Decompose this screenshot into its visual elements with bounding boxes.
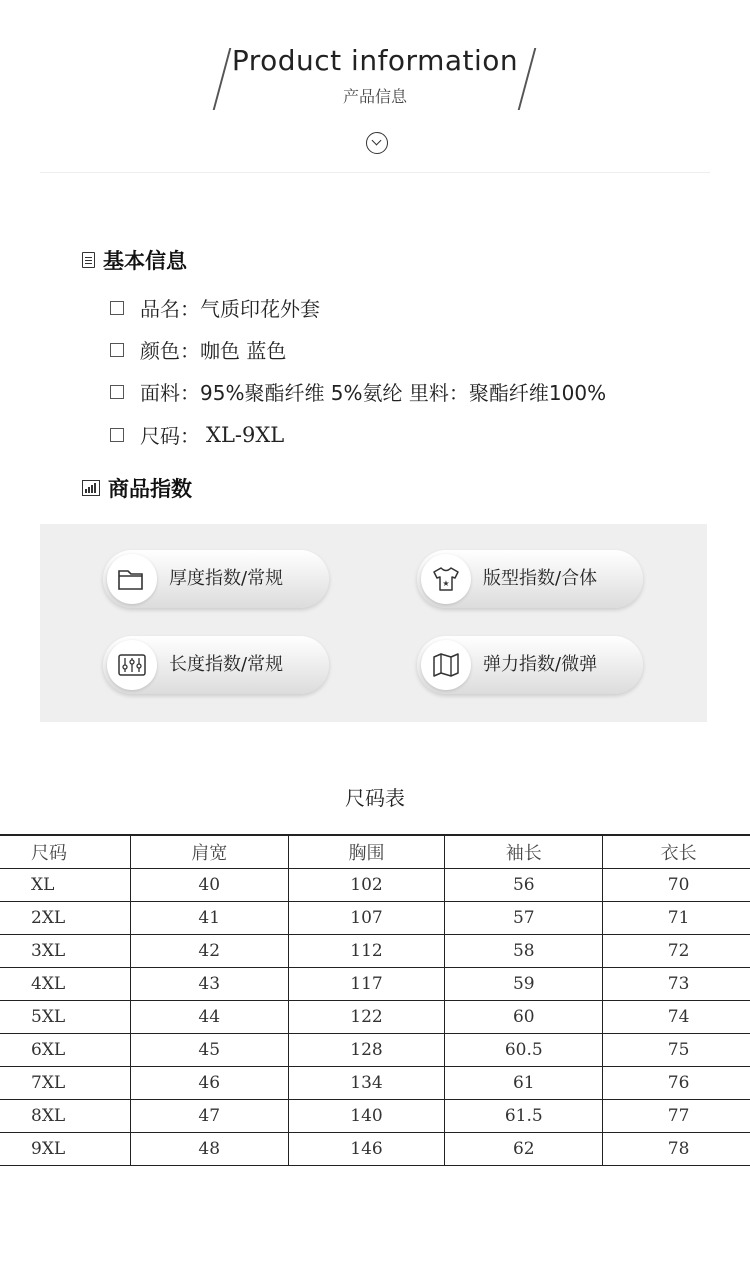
info-fabric-text: 面料：95%聚酯纤维 5%氨纶 里料：聚酯纤维100% <box>140 381 607 405</box>
table-row <box>0 1001 750 1034</box>
index-elasticity-label: 弹力指数/微弹 <box>483 654 598 675</box>
bullet-square-icon <box>110 301 124 315</box>
table-cell: 48 <box>130 1133 288 1166</box>
table-cell: 3XL <box>0 935 130 968</box>
table-cell: 62 <box>445 1133 603 1166</box>
header-title-en: Product information <box>231 44 519 77</box>
size-table-header-row <box>0 835 750 869</box>
table-cell: 40 <box>130 869 288 902</box>
index-length-label: 长度指数/常规 <box>169 654 284 675</box>
document-icon <box>82 252 95 268</box>
table-cell: 60.5 <box>445 1034 603 1067</box>
table-cell: 8XL <box>0 1100 130 1133</box>
product-index-panel <box>40 524 707 722</box>
table-cell: 102 <box>288 869 445 902</box>
header-title-cn: 产品信息 <box>342 87 407 106</box>
sliders-icon <box>107 640 157 690</box>
table-cell: 9XL <box>0 1133 130 1166</box>
info-line-size <box>110 420 284 449</box>
table-cell: 46 <box>130 1067 288 1100</box>
basic-info-heading <box>82 245 187 275</box>
table-cell: 56 <box>445 869 603 902</box>
table-cell: 128 <box>288 1034 445 1067</box>
table-cell: 58 <box>445 935 603 968</box>
bullet-square-icon <box>110 343 124 357</box>
table-cell: 60 <box>445 1001 603 1034</box>
table-row <box>0 935 750 968</box>
table-cell: 77 <box>603 1100 750 1133</box>
table-cell: 76 <box>603 1067 750 1100</box>
table-cell: 78 <box>603 1133 750 1166</box>
index-pill-length <box>103 636 329 694</box>
product-index-heading <box>82 473 192 503</box>
table-row <box>0 1034 750 1067</box>
table-row <box>0 1133 750 1166</box>
table-cell: 6XL <box>0 1034 130 1067</box>
info-name-text: 品名：气质印花外套 <box>140 297 320 321</box>
table-cell: 4XL <box>0 968 130 1001</box>
table-cell: 70 <box>603 869 750 902</box>
table-cell: 61 <box>445 1067 603 1100</box>
info-size-label: 尺码： <box>140 424 200 448</box>
info-color-text: 颜色：咖色 蓝色 <box>140 339 287 363</box>
info-line-name <box>110 293 320 322</box>
bar-chart-icon <box>82 480 100 496</box>
product-index-title: 商品指数 <box>108 477 192 501</box>
table-row <box>0 869 750 902</box>
map-icon <box>421 640 471 690</box>
table-cell: 134 <box>288 1067 445 1100</box>
svg-text:★: ★ <box>442 579 450 588</box>
table-cell: 2XL <box>0 902 130 935</box>
header-cell: 肩宽 <box>130 835 288 869</box>
table-row <box>0 1067 750 1100</box>
table-cell: 140 <box>288 1100 445 1133</box>
table-cell: 72 <box>603 935 750 968</box>
table-cell: 74 <box>603 1001 750 1034</box>
table-cell: 61.5 <box>445 1100 603 1133</box>
index-pill-thickness <box>103 550 329 608</box>
size-table <box>0 834 750 1166</box>
table-cell: 42 <box>130 935 288 968</box>
table-cell: 75 <box>603 1034 750 1067</box>
index-pill-elasticity <box>417 636 643 694</box>
table-cell: 7XL <box>0 1067 130 1100</box>
chevron-down-icon <box>366 132 388 154</box>
basic-info-title: 基本信息 <box>103 249 187 273</box>
product-info-header <box>0 0 750 180</box>
table-cell: 73 <box>603 968 750 1001</box>
table-cell: 44 <box>130 1001 288 1034</box>
folder-icon <box>107 554 157 604</box>
divider <box>40 172 710 173</box>
index-pill-fit <box>417 550 643 608</box>
table-cell: 47 <box>130 1100 288 1133</box>
table-cell: 107 <box>288 902 445 935</box>
table-row <box>0 968 750 1001</box>
table-cell: 45 <box>130 1034 288 1067</box>
table-row <box>0 1100 750 1133</box>
table-cell: XL <box>0 869 130 902</box>
info-line-fabric <box>110 377 606 406</box>
header-cell: 胸围 <box>288 835 445 869</box>
table-cell: 57 <box>445 902 603 935</box>
table-cell: 5XL <box>0 1001 130 1034</box>
table-cell: 146 <box>288 1133 445 1166</box>
table-cell: 71 <box>603 902 750 935</box>
bullet-square-icon <box>110 385 124 399</box>
index-thickness-label: 厚度指数/常规 <box>169 568 284 589</box>
header-cell: 袖长 <box>445 835 603 869</box>
table-row <box>0 902 750 935</box>
table-cell: 122 <box>288 1001 445 1034</box>
info-line-color <box>110 335 286 364</box>
table-cell: 41 <box>130 902 288 935</box>
shirt-icon <box>421 554 471 604</box>
header-cell: 尺码 <box>0 835 130 869</box>
table-cell: 59 <box>445 968 603 1001</box>
index-fit-label: 版型指数/合体 <box>483 568 598 589</box>
table-cell: 112 <box>288 935 445 968</box>
table-cell: 43 <box>130 968 288 1001</box>
info-size-value: XL-9XL <box>206 422 285 447</box>
bullet-square-icon <box>110 428 124 442</box>
size-table-title: 尺码表 <box>345 786 405 810</box>
table-cell: 117 <box>288 968 445 1001</box>
header-cell: 衣长 <box>603 835 750 869</box>
